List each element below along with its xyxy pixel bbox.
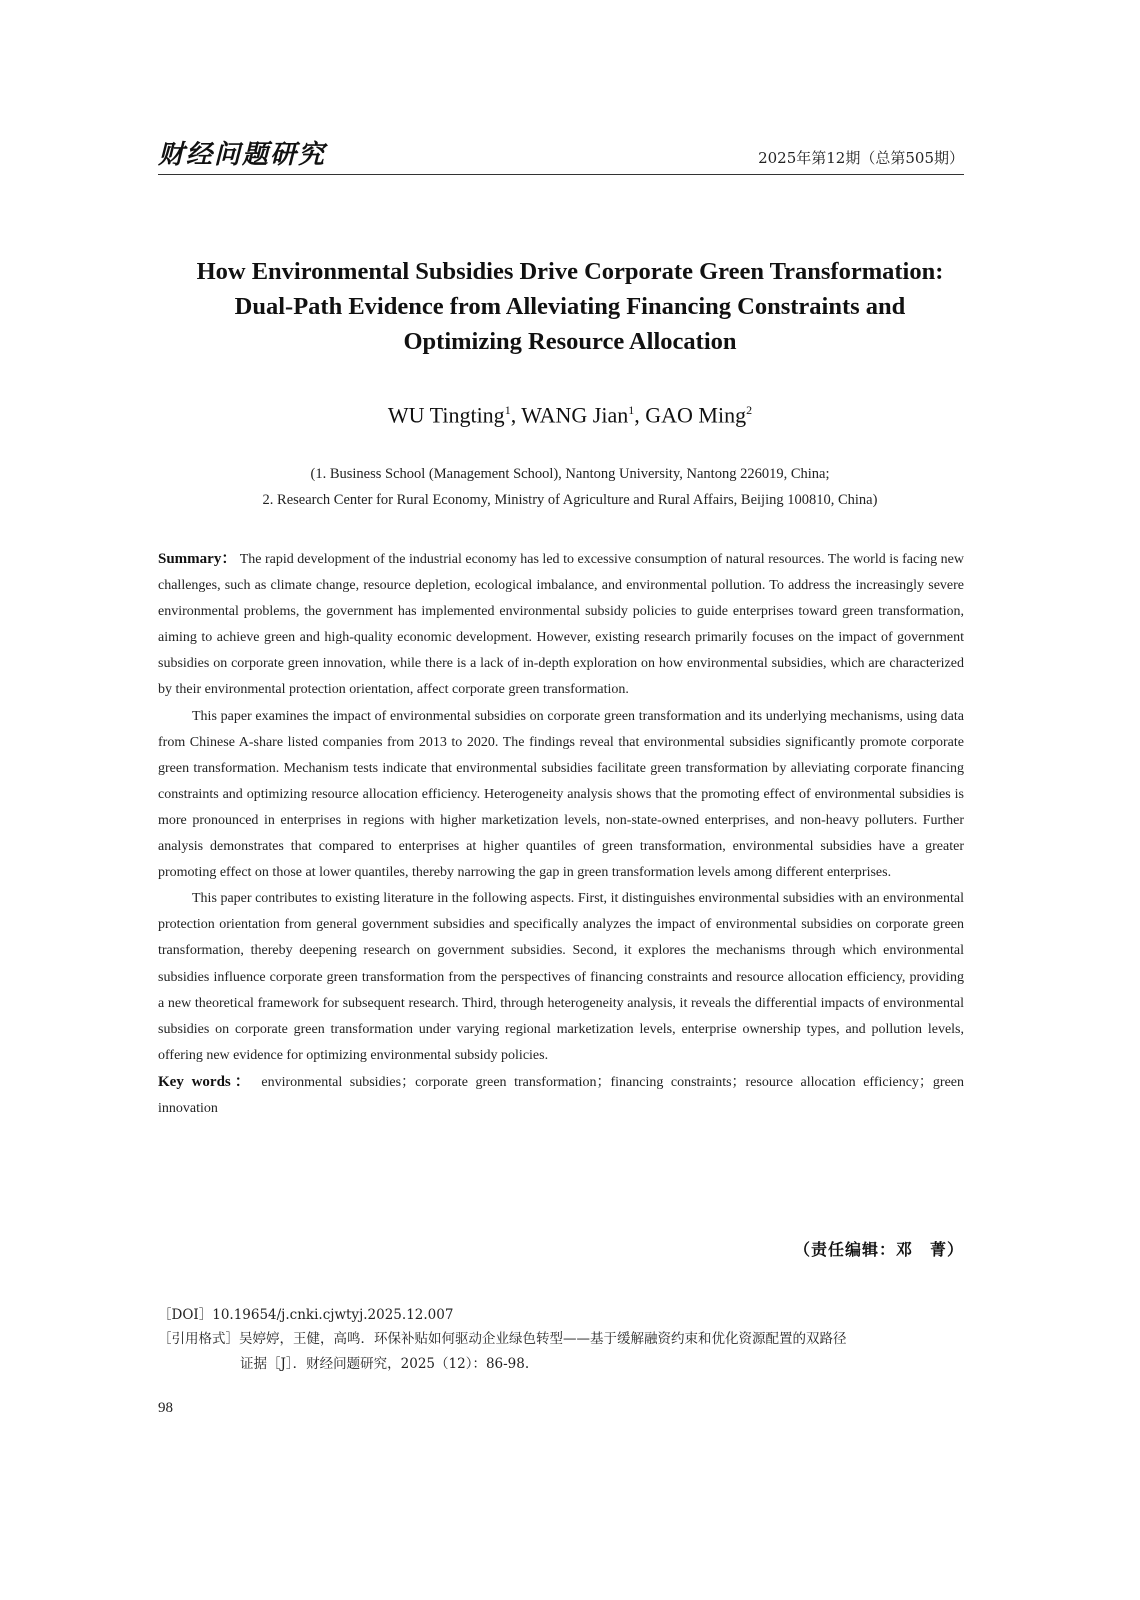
summary-paragraph: This paper examines the impact of environmental subsidies on corporate green transformation and its underlying mechanisms, using data from Chinese A-share listed companies from 2013 to 2020. The findings reveal that environmental subsidies significantly promote corporate green transformation. Mechanism tests indicate that environmental subsidies facilitate green transformation by alleviating corporate financing constraints and optimizing resource allocation efficiency. Heterogeneity analysis shows that the promoting effect of environmental subsidies is more pronounced in enterprises in regions with higher marketization levels, non-state-owned enterprises, and non-heavy polluters. Further analysis demonstrates that compared to enterprises at higher quantiles of green transformation, environmental subsidies have a greater promoting effect on those at lower quantiles, thereby narrowing the gap in green transformation levels among different enterprises. bbox=[158, 708, 964, 881]
summary-label: Summary： bbox=[158, 551, 237, 567]
author-affiliation-mark: 1 bbox=[628, 403, 635, 417]
author-name: GAO Ming bbox=[645, 402, 747, 428]
summary-paragraph bbox=[158, 546, 964, 704]
title-line: How Environmental Subsidies Drive Corporate Green Transformation: bbox=[196, 258, 944, 285]
keywords-text: environmental subsidies；corporate green transformation；financing constraints；resource allocation efficiency；green innovation bbox=[158, 1074, 965, 1116]
affiliations bbox=[100, 461, 1040, 513]
article-title bbox=[100, 254, 1040, 359]
author-separator: , bbox=[634, 402, 646, 428]
title-line: Optimizing Resource Allocation bbox=[403, 328, 737, 355]
doi: ［DOI］10.19654/j.cnki.cjwtyj.2025.12.007 bbox=[158, 1307, 454, 1323]
summary-text: The rapid development of the industrial economy has led to excessive consumption of natural resources. The world is facing new challenges, such as climate change, resource depletion, ecological imbalance, and environmental pollution. To address the increasingly severe environmental problems, the government has implemented environmental subsidy policies to guide enterprises toward green transformation, aiming to achieve green and high-quality economic development. However, existing research primarily focuses on the impact of government subsidies on corporate green innovation, while there is a lack of in-depth exploration on how environmental subsidies, which are characterized by their environmental protection orientation, affect corporate green transformation. bbox=[158, 552, 964, 698]
citation-line: ［引用格式］吴婷婷，王健，高鸣．环保补贴如何驱动企业绿色转型——基于缓解融资约束和优化资源配置的双路径 bbox=[158, 1331, 847, 1347]
author-name: WANG Jian bbox=[521, 402, 629, 428]
abstract-body bbox=[158, 546, 964, 1122]
responsible-editor: （责任编辑：邓 菁） bbox=[793, 1240, 964, 1259]
keywords-label: Key words： bbox=[158, 1073, 254, 1090]
title-line: Dual-Path Evidence from Alleviating Financing Constraints and bbox=[234, 293, 906, 320]
author-affiliation-mark: 2 bbox=[746, 403, 753, 417]
citation-format bbox=[158, 1327, 964, 1377]
citation-line: 证据［J］．财经问题研究，2025（12）：86-98. bbox=[240, 1356, 530, 1372]
affiliation-line: 2. Research Center for Rural Economy, Ministry of Agriculture and Rural Affairs, Beijing 100810, China) bbox=[262, 492, 878, 508]
summary-paragraph: This paper contributes to existing literature in the following aspects. First, it distinguishes environmental subsidies with an environmental protection orientation from general government subsidies and specifically analyzes the impact of environmental subsidies on corporate green transformation, thereby deepening research on government subsidies. Second, it explores the mechanisms through which environmental subsidies influence corporate green transformation from the perspectives of financing constraints and resource allocation efficiency, providing a new theoretical framework for subsequent research. Third, through heterogeneity analysis, it reveals the differential impacts of environmental subsidies on corporate green transformation under varying regional marketization levels, enterprise ownership types, and pollution levels, offering new evidence for optimizing environmental subsidy policies. bbox=[158, 891, 964, 1063]
author-affiliation-mark: 1 bbox=[504, 403, 511, 417]
author-separator: , bbox=[510, 402, 522, 428]
page-number: 98 bbox=[158, 1400, 173, 1416]
journal-logo: 财经问题研究 bbox=[158, 140, 327, 170]
author-name: WU Tingting bbox=[387, 402, 505, 428]
issue-info: 2025年第12期（总第505期） bbox=[758, 149, 964, 167]
affiliation-line: (1. Business School (Management School), Nantong University, Nantong 226019, China; bbox=[310, 466, 830, 482]
keywords bbox=[158, 1069, 964, 1122]
author-list bbox=[100, 395, 1040, 430]
running-header bbox=[158, 140, 964, 175]
